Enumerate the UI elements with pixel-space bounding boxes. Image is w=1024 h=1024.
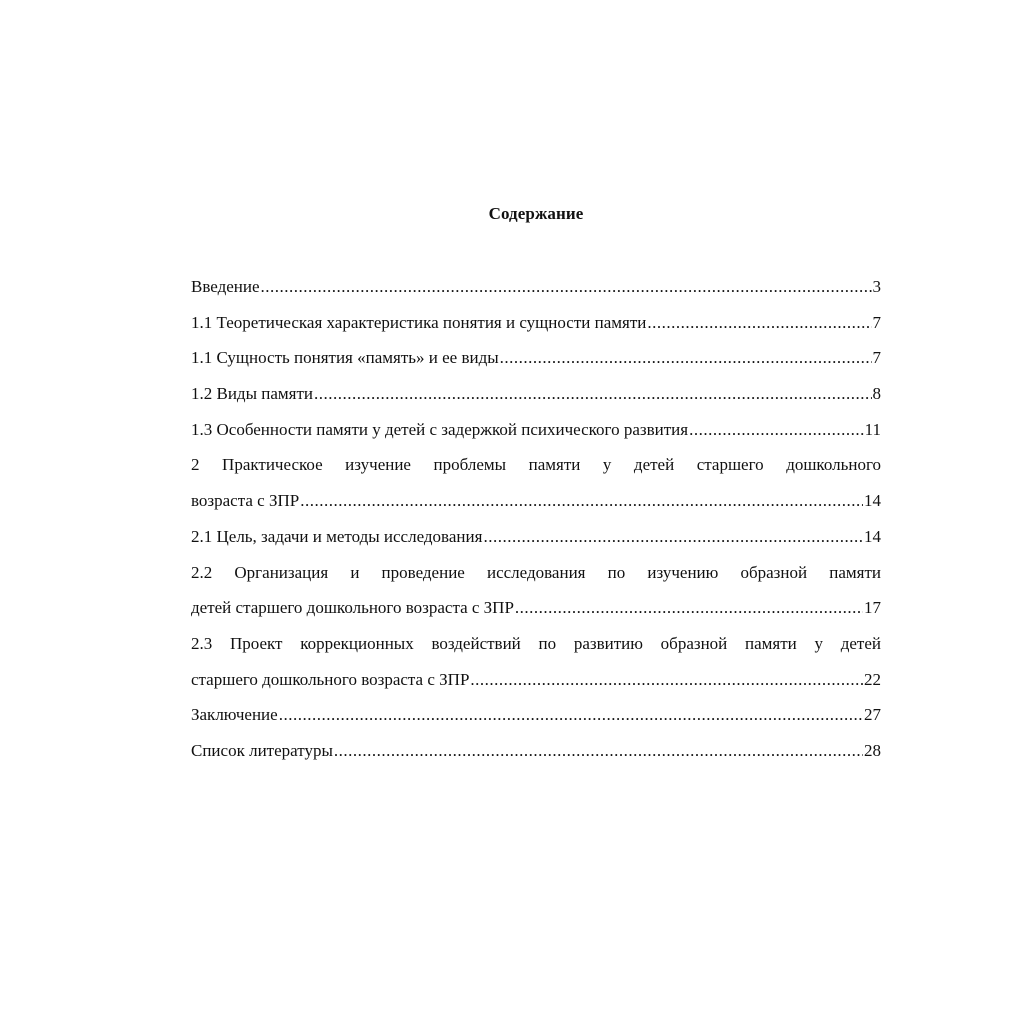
toc-leader-dots [334, 738, 863, 764]
toc-entry-label: Введение [191, 277, 260, 296]
toc-leader-dots [515, 595, 863, 621]
toc-entry-line [191, 488, 881, 524]
toc-leader-dots [279, 702, 863, 728]
toc-entry-label: 2.1 Цель, задачи и методы исследования [191, 526, 483, 546]
toc-page-number: 8 [872, 384, 881, 404]
toc-entry-line [191, 702, 881, 738]
toc-page-number: 3 [872, 277, 881, 296]
toc-leader-dots [300, 488, 863, 514]
toc-entry-line: 2 Практическое изучение проблемы памяти у детей старшего дошкольного [191, 455, 881, 475]
toc-page-number: 28 [864, 740, 881, 760]
toc-page-number: 7 [872, 348, 881, 368]
toc-entry-label: детей старшего дошкольного возраста с ЗПР [191, 598, 514, 618]
toc-entry-label: 1.1 Сущность понятия «память» и ее виды [191, 348, 499, 368]
toc-entry-line: 2.3 Проект коррекционных воздействий по развитию образной памяти у детей [191, 633, 881, 653]
toc-entry-line [191, 345, 881, 381]
toc-page-number: 27 [864, 705, 881, 725]
toc-entry-line [191, 417, 881, 453]
toc-entry-line [191, 310, 881, 346]
table-of-contents [191, 274, 881, 774]
toc-page-number: 14 [864, 491, 881, 511]
toc-entry[interactable] [191, 274, 881, 310]
toc-entry[interactable] [191, 452, 881, 523]
toc-page-number: 22 [864, 669, 881, 689]
toc-leader-dots [314, 381, 871, 407]
toc-entry-label: возраста с ЗПР [191, 491, 300, 511]
toc-leader-dots [261, 274, 872, 300]
toc-entry-label: Список литературы [191, 740, 333, 760]
toc-entry-line: 2.2 Организация и проведение исследования по изучению образной памяти [191, 562, 881, 582]
toc-entry-label: старшего дошкольного возраста с ЗПР [191, 669, 470, 689]
toc-entry-line [191, 738, 881, 774]
toc-leader-dots [470, 667, 863, 693]
toc-title: Содержание [488, 204, 584, 223]
toc-page-number: 14 [864, 526, 881, 546]
toc-entry[interactable] [191, 345, 881, 381]
toc-entry-label: Заключение [191, 705, 278, 725]
toc-entry[interactable] [191, 524, 881, 560]
toc-leader-dots [483, 524, 863, 550]
toc-entry[interactable] [191, 381, 881, 417]
toc-entry-line [191, 274, 881, 310]
toc-leader-dots [647, 310, 871, 336]
toc-entry[interactable] [191, 631, 881, 702]
toc-leader-dots [689, 417, 864, 443]
toc-page-number: 17 [864, 598, 881, 618]
toc-page-number: 7 [872, 312, 881, 332]
toc-entry-line [191, 381, 881, 417]
toc-entry[interactable] [191, 417, 881, 453]
toc-leader-dots [500, 345, 872, 371]
toc-page-number: 11 [864, 419, 881, 439]
toc-entry[interactable] [191, 738, 881, 774]
toc-entry[interactable] [191, 702, 881, 738]
toc-entry-line [191, 667, 881, 703]
toc-entry-line [191, 595, 881, 631]
toc-entry[interactable] [191, 560, 881, 631]
toc-entry-label: 1.3 Особенности памяти у детей с задержкой психического развития [191, 419, 689, 439]
toc-entry-label: 1.2 Виды памяти [191, 384, 314, 404]
toc-entry-label: 1.1 Теоретическая характеристика понятия и сущности памяти [191, 312, 647, 332]
toc-entry-line [191, 524, 881, 560]
toc-entry[interactable] [191, 310, 881, 346]
